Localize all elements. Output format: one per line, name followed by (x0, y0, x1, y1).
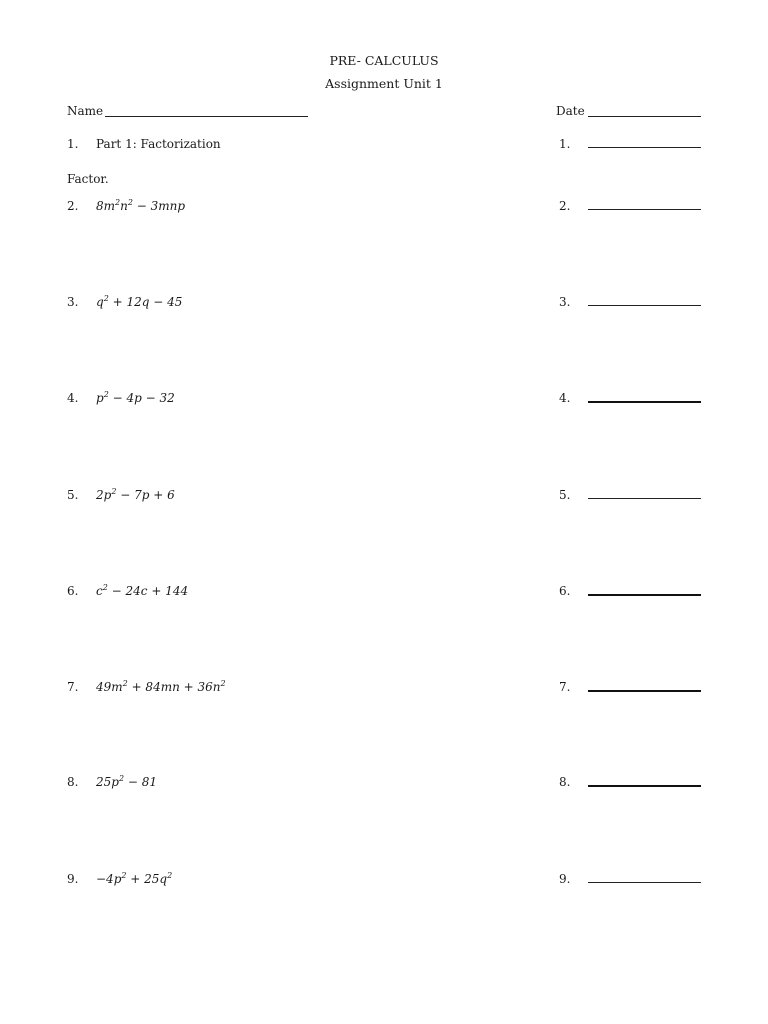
page-title: PRE- CALCULUS (329, 53, 439, 68)
exponent: 2 (103, 294, 109, 303)
exponent: 2 (122, 679, 128, 688)
term: 25p (96, 775, 119, 789)
answer-field[interactable] (588, 785, 701, 787)
problem-expression (96, 680, 226, 694)
term: −4p (96, 872, 122, 886)
answer-number: 4. (559, 391, 571, 405)
exponent: 2 (102, 583, 108, 592)
problem-expression (96, 775, 157, 789)
date-field[interactable] (588, 116, 701, 117)
term: + 25q (126, 872, 168, 886)
term: − 4p − 32 (108, 391, 175, 405)
problem-number: 2. (67, 199, 79, 213)
term: p (96, 391, 104, 405)
answer-field[interactable] (588, 305, 701, 306)
page-subtitle: Assignment Unit 1 (325, 76, 443, 91)
answer-number: 3. (559, 295, 571, 309)
exponent: 2 (103, 390, 109, 399)
instructions: Factor. (67, 172, 109, 186)
exponent: 2 (121, 871, 127, 880)
term: n (120, 199, 128, 213)
name-date-row (0, 104, 768, 120)
problem-1 (0, 137, 768, 153)
answer-number: 1. (559, 137, 571, 151)
problem-4 (0, 391, 768, 407)
problem-text: Part 1: Factorization (96, 137, 221, 151)
answer-field[interactable] (588, 882, 701, 883)
exponent: 2 (118, 774, 125, 783)
answer-field[interactable] (588, 401, 701, 403)
problem-6 (0, 584, 768, 600)
answer-number: 7. (559, 680, 571, 694)
term: − 3mnp (132, 199, 186, 213)
answer-number: 2. (559, 199, 571, 213)
problem-8 (0, 775, 768, 791)
name-label: Name (67, 104, 104, 118)
answer-field[interactable] (588, 147, 701, 148)
answer-field[interactable] (588, 209, 701, 210)
exponent: 2 (167, 871, 173, 880)
problem-expression (96, 584, 188, 598)
name-field[interactable] (105, 116, 308, 117)
exponent: 2 (127, 198, 133, 207)
problem-number: 7. (67, 680, 79, 694)
problem-number: 8. (67, 775, 79, 789)
answer-number: 9. (559, 872, 571, 886)
term: c (96, 584, 103, 598)
date-label: Date (556, 104, 585, 118)
term: − 81 (124, 775, 157, 789)
problem-2 (0, 199, 768, 215)
exponent: 2 (115, 198, 121, 207)
problem-expression (96, 295, 182, 309)
problem-number: 3. (67, 295, 79, 309)
problem-number: 5. (67, 488, 79, 502)
problem-expression (96, 391, 175, 405)
term: 8m (96, 199, 116, 213)
term: + 84mn + 36n (127, 680, 221, 694)
problem-number: 9. (67, 872, 79, 886)
term: 2p (96, 488, 112, 502)
problem-3 (0, 295, 768, 311)
answer-number: 6. (559, 584, 571, 598)
answer-field[interactable] (588, 498, 701, 499)
problem-5 (0, 488, 768, 504)
problem-number: 1. (67, 137, 79, 151)
answer-field[interactable] (588, 594, 701, 596)
term: q (96, 295, 104, 309)
term: 49m (96, 680, 123, 694)
exponent: 2 (111, 487, 117, 496)
problem-expression (96, 199, 185, 213)
term: − 24c + 144 (107, 584, 189, 598)
exponent: 2 (220, 679, 226, 688)
answer-number: 5. (559, 488, 571, 502)
problem-expression (96, 488, 175, 502)
answer-number: 8. (559, 775, 571, 789)
term: − 7p + 6 (116, 488, 175, 502)
problem-number: 4. (67, 391, 79, 405)
term: + 12q − 45 (108, 295, 183, 309)
answer-field[interactable] (588, 690, 701, 692)
problem-expression (96, 872, 172, 886)
problem-number: 6. (67, 584, 79, 598)
problem-7 (0, 680, 768, 696)
problem-9 (0, 872, 768, 888)
